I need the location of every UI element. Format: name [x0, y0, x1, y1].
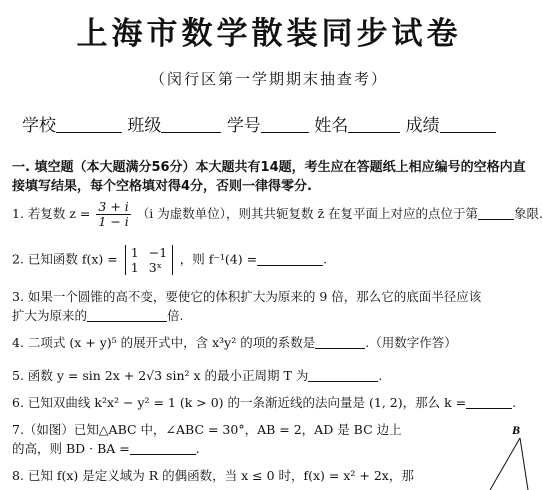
q6-answer-blank[interactable] — [466, 396, 512, 409]
q1-fraction — [96, 200, 130, 229]
q5-text: 5. 函数 y = sin 2x + 2√3 sin² x 的最小正周期 T 为 — [12, 368, 309, 383]
school-blank[interactable] — [56, 116, 122, 133]
q2-prefix: 2. 已知函数 f(x) = — [12, 251, 118, 267]
q7-answer-blank[interactable] — [130, 442, 196, 455]
question-3 — [12, 287, 532, 325]
number-blank[interactable] — [261, 116, 309, 133]
triangle-figure — [480, 420, 538, 490]
triangle-edge — [490, 438, 520, 490]
q6-text: 6. 已知双曲线 k²x² − y² = 1 (k > 0) 的一条渐近线的法向量是 (1, 2)，那么 k = — [12, 395, 467, 410]
q2-tail: . — [323, 251, 328, 267]
q1-numerator: 3 + i — [98, 199, 129, 214]
score-blank[interactable] — [440, 116, 496, 133]
name-blank[interactable] — [348, 116, 400, 133]
q6-tail: . — [512, 395, 517, 410]
q1-prefix: 1. 若复数 z = — [12, 206, 91, 221]
q8-text: 8. 已知 f(x) 是定义域为 R 的偶函数，当 x ≤ 0 时，f(x) = x² + 2x，那 — [12, 468, 414, 483]
class-blank[interactable] — [161, 116, 221, 133]
info-label-school: 学校 — [22, 116, 56, 136]
info-label-number: 学号 — [226, 116, 261, 136]
exam-subtitle: （闵行区第一学期期末抽查考） — [149, 70, 388, 88]
info-label-name: 姓名 — [314, 116, 349, 136]
info-label-class: 班级 — [127, 116, 162, 136]
section-heading: 一. 填空题（本大题满分56分）本大题共有14题，考生应在答题纸上相应编号的空格内直接填写结果，每个空格填对得4分，否则一律得零分. — [12, 160, 526, 194]
info-label-score: 成绩 — [405, 116, 440, 136]
question-1 — [12, 199, 543, 229]
vertex-label-b: B — [512, 423, 521, 437]
question-6 — [12, 393, 532, 412]
q3-answer-blank[interactable] — [87, 309, 167, 322]
q1-answer-blank[interactable] — [478, 207, 514, 220]
det-cell: 1 — [130, 245, 139, 260]
q4-text: 4. 二项式 (x + y)⁵ 的展开式中，含 x³y² 的项的系数是 — [12, 335, 316, 350]
q2-text: ，则 f⁻¹(4) = — [179, 251, 258, 267]
q3-line2: 扩大为原来的 — [12, 308, 88, 323]
q1-tail: 象限. — [514, 206, 543, 221]
q1-denominator: 1 − i — [98, 214, 129, 229]
det-cell: 1 — [130, 260, 139, 275]
det-cell: −1 — [148, 245, 168, 260]
q1-text: （i 为虚数单位），则其共轭复数 z̄ 在复平面上对应的点位于第 — [136, 206, 479, 221]
question-2 — [12, 245, 532, 275]
question-4 — [12, 333, 532, 352]
det-cell: 3ˣ — [148, 260, 162, 275]
exam-title: 上海市数学散装同步试卷 — [76, 16, 462, 52]
q7-line2: 的高，则 BD · BA = — [12, 441, 130, 456]
q5-answer-blank[interactable] — [308, 369, 378, 382]
q4-tail: .（用数字作答） — [365, 335, 457, 350]
q2-answer-blank[interactable] — [257, 253, 323, 266]
q3-tail: 倍. — [167, 308, 184, 323]
student-info-row — [22, 111, 538, 136]
triangle-edge — [520, 438, 528, 490]
q4-answer-blank[interactable] — [315, 336, 365, 349]
q7-tail: . — [195, 441, 200, 456]
q2-determinant — [125, 245, 173, 275]
q5-tail: . — [378, 368, 383, 383]
q7-line1: 7.（如图）已知△ABC 中，∠ABC = 30°，AB = 2，AD 是 BC 边上 — [12, 422, 402, 437]
question-7 — [12, 420, 532, 458]
q3-line1: 3. 如果一个圆锥的高不变，要使它的体积扩大为原来的 9 倍，那么它的底面半径应该 — [12, 289, 482, 304]
question-8 — [12, 466, 532, 485]
question-5 — [12, 366, 532, 385]
